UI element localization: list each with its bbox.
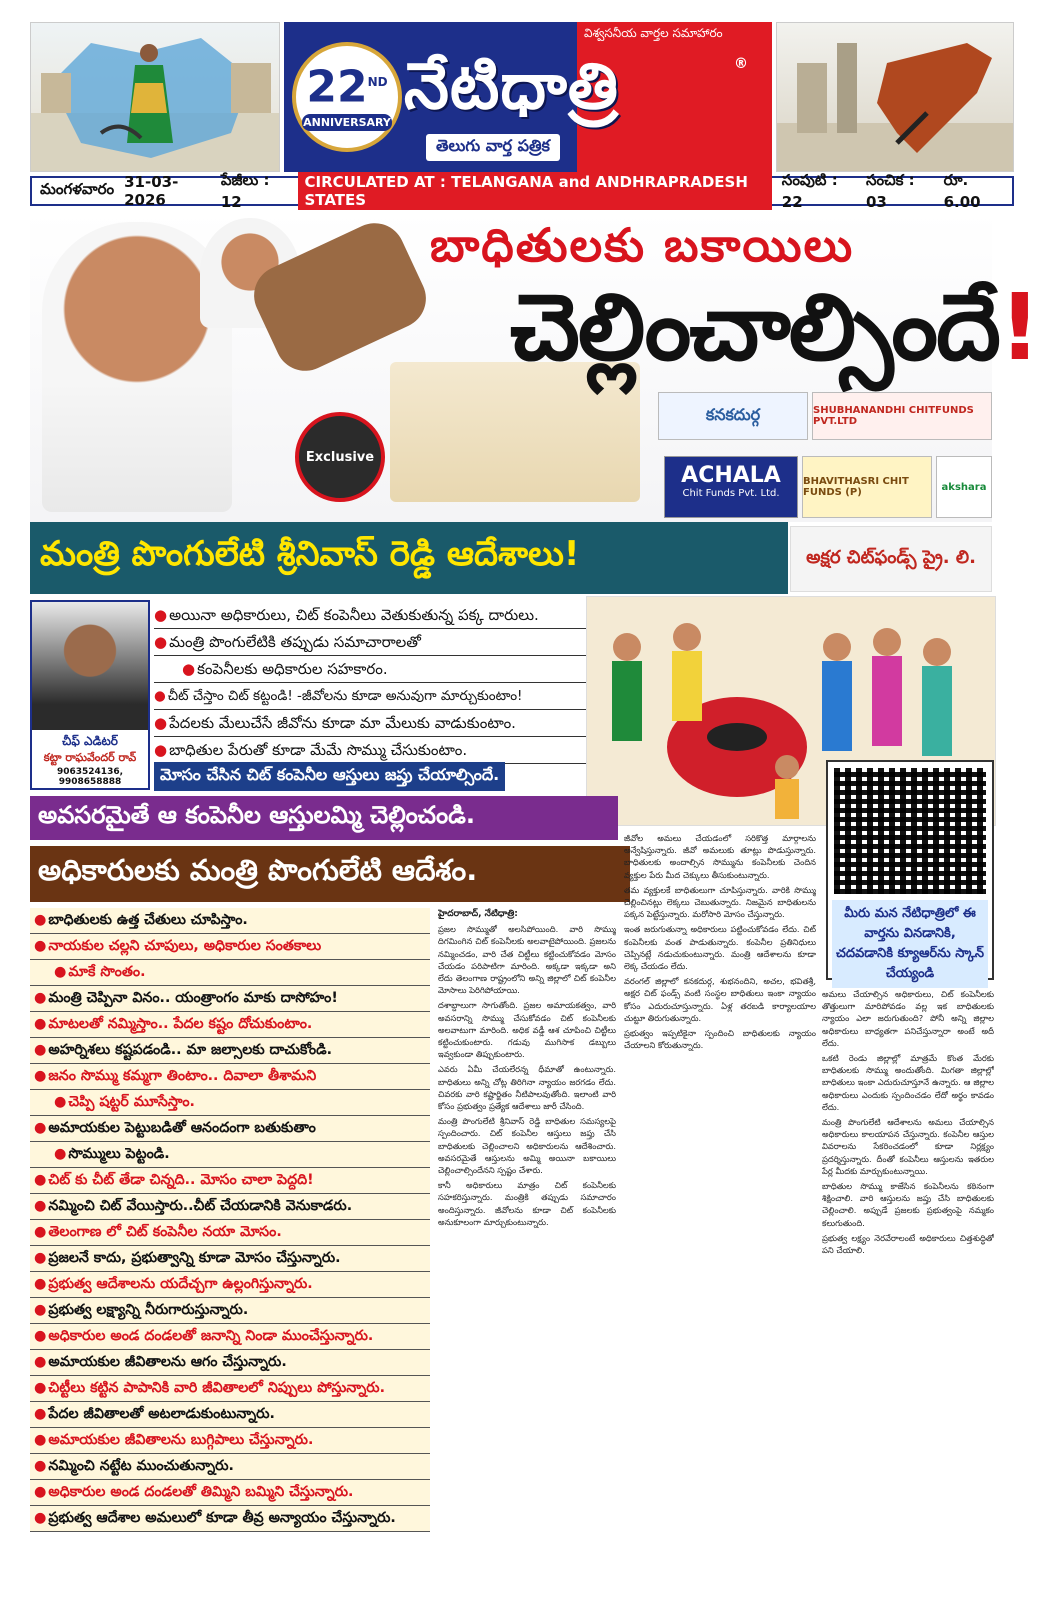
article-paragraph: బాధితుల సొమ్ము కాజేసిన కంపెనీలను కఠినంగా శిక్షించాలి. వారి ఆస్తులను జప్తు చేసి బాధితులకు చెల్లించాలి. అప్పుడే ప్రజలకు ప్రభుత్వంపై నమ్మకం కలుగుతుంది.	[822, 1181, 994, 1228]
chief-editor-card	[30, 600, 150, 790]
article-paragraph: కానీ అధికారులు మాత్రం చిట్ కంపెనీలకు సహకరిస్తున్నారు. మంత్రికి తప్పుడు సమాచారం అందిస్తున్నారు. జీవోలను కూడా చిట్ కంపెనీలకు అనుకూలంగా మార్చుకుంటున్నారు.	[438, 1180, 616, 1227]
editor-phones: 9063524136, 9908658888	[56, 767, 124, 787]
assets-seizure-line: మోసం చేసిన చిట్ కంపెనీల ఆస్తులు జప్తు చేయాల్సిందే.	[154, 762, 505, 791]
key-point: ● కంపెనీలకు అధికారుల సహకారం.	[154, 656, 594, 683]
article-paragraph: జీవోల అమలు చేయడంలో సరికొత్త మార్గాలను అన్వేషిస్తున్నారు. జీవో అమలుకు తూట్లు పొడుస్తున్నారు. బాధితులకు అందాల్సిన సొమ్మును కంపెనీలకు చెందిన వ్యక్తుల పేరు మీద చెక్కులు తీసుకుంటున్నారు.	[624, 833, 816, 880]
brand-shubhanandhi: SHUBHANANDHI CHITFUNDS PVT.LTD	[812, 392, 992, 440]
brand-achala: ACHALA Chit Funds Pvt. Ltd.	[664, 456, 798, 518]
issue-number: సంచిక : 03	[865, 171, 915, 211]
qr-code-icon[interactable]	[834, 768, 986, 894]
accusation-item: ● అధికారుల అండ దండలతో జనాన్ని నిండా ముంచేస్తున్నారు.	[30, 1324, 430, 1350]
officials-orders-banner: అధికారులకు మంత్రి పొంగులేటి ఆదేశం.	[30, 846, 630, 902]
qr-code-box[interactable]	[826, 760, 994, 980]
key-point: ● అయినా అధికారులు, చిట్ కంపెనీలు వెతుకుతున్న పక్క దారులు.	[154, 602, 594, 629]
editor-role: చీఫ్ ఎడిటర్	[62, 734, 118, 748]
accusation-item: ● బాధితులకు ఉత్త చేతులు చూపిస్తాం.	[30, 908, 430, 934]
accusation-item: ● మంత్రి చెప్పినా వినం.. యంత్రాంగం మాకు దాసోహం!	[30, 986, 430, 1012]
accusation-item: ● ప్రభుత్వ లక్ష్యాన్ని నీరుగారుస్తున్నారు.	[30, 1298, 430, 1324]
accusation-item: ● మాటలతో నమ్మిస్తాం.. పేదల కష్టం దోచుకుంటాం.	[30, 1012, 430, 1038]
article-paragraph: ఒకటి రెండు జిల్లాల్లో మాత్రమే కొంత మేరకు బాధితులకు సొమ్ము అందుతోంది. మిగతా జిల్లాల్లో బాధితులు ఇంకా ఎదురుచూస్తూనే ఉన్నారు. ఆ జిల్లాల అధికారులు ఎందుకు స్పందించడం లేదో అర్థం కావడం లేదు.	[822, 1053, 994, 1112]
key-point: ● పేదలకు మేలుచేసే జీవోను కూడా మా మేలుకు వాడుకుంటాం.	[154, 710, 594, 737]
accusation-item: ● చిట్ కు చీట్ తేడా చిన్నది.. మోసం చాలా పెద్దది!	[30, 1168, 430, 1194]
headline-line-1: బాధితులకు బకాయిలు	[430, 218, 855, 272]
minister-orders-banner: మంత్రి పొంగులేటి శ్రీనివాస్ రెడ్డి ఆదేశాలు!	[30, 522, 788, 594]
issue-info-strip	[30, 171, 1014, 211]
article-dateline: హైదరాబాద్, నేటిధాత్రి:	[438, 909, 518, 919]
hero-section	[30, 212, 1039, 522]
anniversary-label: ANNIVERSARY	[303, 115, 391, 129]
key-point: ● చీట్ చేస్తాం చిట్ కట్టండి! -జీవోలను కూడా అనువుగా మార్చుకుంటాం!	[154, 683, 594, 710]
editor-name: కట్టా రాఘవేందర్ రావ్	[43, 751, 137, 764]
circulated-label: CIRCULATED AT : TELANGANA and ANDHRAPRADESH STATES	[298, 172, 771, 210]
issue-date: 31-03-2026	[124, 173, 179, 209]
accusation-item: ● చిట్టీలు కట్టిన పాపానికి వారి జీవితాలలో నిప్పులు పోస్తున్నారు.	[30, 1376, 430, 1402]
brand-akshara-signboard: అక్షర చిట్‌ఫండ్స్ ప్రై. లి.	[790, 526, 992, 592]
anniversary-badge	[292, 42, 402, 152]
accusation-item: ● ప్రభుత్వ ఆదేశాల అమలులో కూడా తీవ్ర అన్యాయం చేస్తున్నారు.	[30, 1506, 430, 1532]
issue-pages: పేజీలు : 12	[220, 171, 270, 211]
accusation-item: ● మాకే సొంతం.	[30, 960, 430, 986]
accusation-item: ● అమాయకుల జీవితాలను ఆగం చేస్తున్నారు.	[30, 1350, 430, 1376]
key-point: ● బాధితుల పేరుతో కూడా మేమే సొమ్ము చేసుకుంటాం.	[154, 737, 594, 764]
cartoon-illustration	[390, 362, 640, 502]
sell-assets-banner: అవసరమైతే ఆ కంపెనీల ఆస్తులమ్మి చెల్లించండి.	[30, 796, 618, 840]
accusation-list	[30, 908, 430, 1532]
article-paragraph: మంత్రి పొంగులేటి ఆదేశాలను అమలు చేయాల్సిన అధికారులు కాలయాపన చేస్తున్నారు. కంపెనీల ఆస్తుల వివరాలను సేకరించడంలో కూడా నిర్లక్ష్యం ప్రదర్శిస్తున్నారు. దీంతో కంపెనీలు ఆస్తులను ఇతరుల పేర్ల మీదకు మార్చుకుంటున్నాయి.	[822, 1117, 994, 1176]
accusation-item: ● ప్రజలనే కాదు, ప్రభుత్వాన్ని కూడా మోసం చేస్తున్నారు.	[30, 1246, 430, 1272]
article-paragraph: ప్రభుత్వ లక్ష్యం నెరవేరాలంటే అధికారులు చిత్తశుద్ధితో పని చేయాలి.	[822, 1232, 994, 1256]
masthead-right-illustration	[776, 22, 1014, 172]
accusation-item: ● సొమ్ములు పెట్టండి.	[30, 1142, 430, 1168]
brand-bhavithasri: BHAVITHASRI CHIT FUNDS (P)	[802, 456, 932, 518]
accusation-item: ● నమ్మించి చిట్ వేయిస్తారు..చీట్ చేయడానికి వెనుకాడరు.	[30, 1194, 430, 1220]
accusation-item: ● అమాయకుల పెట్టుబడితో ఆనందంగా బతుకుతాం	[30, 1116, 430, 1142]
paper-name-logo: నేటిధాత్రి	[404, 50, 619, 124]
issue-price: రూ. 6.00	[943, 171, 981, 211]
article-column-2	[624, 832, 816, 1588]
accusation-item: ● అమాయకుల జీవితాలను బుగ్గిపాలు చేస్తున్నారు.	[30, 1428, 430, 1454]
paper-tagline: తెలుగు వార్త పత్రిక	[426, 134, 560, 161]
circulated-states: TELANGANA and ANDHRAPRADESH STATES	[304, 173, 748, 209]
issue-volume: సంపుటి : 22	[781, 171, 838, 211]
telangana-map-illustration	[31, 23, 280, 172]
accusation-item: ● తెలంగాణ లో చిట్ కంపెనీల నయా మోసం.	[30, 1220, 430, 1246]
registered-mark: ®	[734, 56, 748, 72]
article-paragraph: తమ వ్యక్తులకే బాధితులుగా చూపిస్తున్నారు. వారికి సొమ్ము చెల్లించినట్లు లెక్కలు చెబుతున్నారు. నిజమైన బాధితులను పక్కన పెట్టేస్తున్నారు. మరోసారి మోసం చేస్తున్నారు.	[624, 884, 816, 920]
accusation-item: ● పేదల జీవితాలతో అటలాడుకుంటున్నారు.	[30, 1402, 430, 1428]
anniversary-number: 22ND	[306, 61, 388, 113]
article-paragraph: దశాబ్దాలుగా సాగుతోంది. ప్రజల అమాయకత్వం, వారి అవసరాన్ని సొమ్ము చేసుకోవడం చిట్ కంపెనీలకు అలవాటుగా మారింది. అధిక వడ్డీ ఆశ చూపించి చిట్టీలు కట్టించుకుంటారు. గడువు ముగిసాక డబ్బులు ఇవ్వకుండా తిప్పుకుంటారు.	[438, 1000, 616, 1060]
accusation-item: ● జనం సొమ్ము కమ్మగా తింటాం.. దివాలా తీశామని	[30, 1064, 430, 1090]
article-paragraph: ఎవరు ఏమీ చేయలేరన్న ధీమాతో ఉంటున్నారు. బాధితులు అన్ని చోట్ల తిరిగినా న్యాయం జరగడం లేదు. చివరకు వారి కష్టార్జితం నీటిపాలవుతోంది. ఇలాంటి వారి కోసం ప్రభుత్వం ప్రత్యేక ఆదేశాలు జారీ చేసింది.	[438, 1064, 616, 1112]
article-paragraph: ఇంత జరుగుతున్నా అధికారులు పట్టించుకోవడం లేదు. చిట్ కంపెనీలకు వంత పాడుతున్నారు. కంపెనీల ప్రతినిధులు చెప్పినట్లే నడుచుకుంటున్నారు. మంత్రి ఆదేశాలను కూడా లెక్క చేయడం లేదు.	[624, 924, 816, 972]
masthead-left-illustration	[30, 22, 280, 172]
masthead-slogan: విశ్వసనీయ వార్తల సమాహారం	[584, 26, 723, 40]
masthead-title-block	[284, 22, 772, 172]
exclusive-badge: Exclusive	[295, 412, 385, 502]
article-column-1	[438, 908, 616, 1588]
article-paragraph: అమలు చేయాల్సిన అధికారులు, చిట్ కంపెనీలకు తొత్తులుగా మారిపోవడం వల్ల ఇక బాధితులకు న్యాయం ఎలా జరుగుతుంది? పోనీ అన్ని జిల్లాల అధికారులు బాధ్యతగా పనిచేస్తున్నారా అంటే అదీ లేదు.	[822, 989, 994, 1048]
key-points-list	[154, 602, 594, 764]
brand-akshara: akshara	[936, 456, 992, 518]
article-paragraph: వరంగల్ జిల్లాలో కనకదుర్గ, శుభనందిని, అచల, భవితశ్రీ, అక్షర చిట్ ఫండ్స్ వంటి సంస్థల బాధితులు ఇంకా న్యాయం కోసం ఎదురుచూస్తున్నారు. ఏళ్ల తరబడి కార్యాలయాల చుట్టూ తిరుగుతున్నారు.	[624, 976, 816, 1023]
accusation-item: ● నాయకుల చల్లని చూపులు, అధికారుల సంతకాలు	[30, 934, 430, 960]
key-point: ● మంత్రి పొంగులేటికి తప్పుడు సమాచారాలతో	[154, 629, 594, 656]
article-paragraph: ప్రజల సొమ్ముతో అలసిపోయింది. వారి సొమ్ము దిగమింగిన చిట్ కంపెనీలకు అలవాటైపోయింది. ప్రజలను నమ్మించడం, వారి చేత చిట్టీలు కట్టించుకోవడం మోసం చేయడం పరిపాటిగా మారింది. అక్కడా ఇక్కడా అని లేదు తెలంగాణ రాష్ట్రంలోని అన్ని జిల్లాలో చిట్ కంపెనీల మోసాలు పెరిగిపోయాయి.	[438, 924, 616, 996]
accusation-item: ● చెప్పి షట్టర్ మూసేస్తాం.	[30, 1090, 430, 1116]
andhra-map-illustration	[777, 23, 1014, 172]
brand-kanakadurga: కనకదుర్గ	[658, 392, 808, 440]
qr-caption: మీరు మన నేటిధాత్రిలో ఈ వార్తను వినడానికి, చదవడానికి క్యూఆర్‌ను స్కాన్ చేయ్యండి	[832, 900, 988, 988]
issue-day: మంగళవారం	[40, 180, 115, 198]
editor-photo	[32, 602, 148, 730]
article-paragraph: ప్రభుత్వం ఇప్పటికైనా స్పందించి బాధితులకు న్యాయం చేయాలని కోరుతున్నారు.	[624, 1028, 816, 1051]
accusation-item: ● అహర్నిశలు కష్టపడండి.. మా జల్సాలకు దాచుకోండి.	[30, 1038, 430, 1064]
accusation-item: ● ప్రభుత్వ ఆదేశాలను యదేచ్చగా ఉల్లంగిస్తున్నారు.	[30, 1272, 430, 1298]
accusation-item: ● నమ్మించి నట్టేట ముంచుతున్నారు.	[30, 1454, 430, 1480]
article-paragraph: మంత్రి పొంగులేటి శ్రీనివాస్ రెడ్డి బాధితుల సమస్యలపై స్పందించారు. చిట్ కంపెనీల ఆస్తులు జప్తు చేసి బాధితులకు చెల్లించాలని అధికారులను ఆదేశించారు. అవసరమైతే ఆస్తులను అమ్మి అయినా బకాయిలు చెల్లించాల్సిందేనని స్పష్టం చేశారు.	[438, 1116, 616, 1176]
article-column-3	[822, 988, 994, 1588]
headline-line-2: చెల్లించాల్సిందే!	[510, 274, 1039, 381]
accusation-item: ● అధికారుల అండ దండలతో తిమ్మిని బమ్మిని చేస్తున్నారు.	[30, 1480, 430, 1506]
